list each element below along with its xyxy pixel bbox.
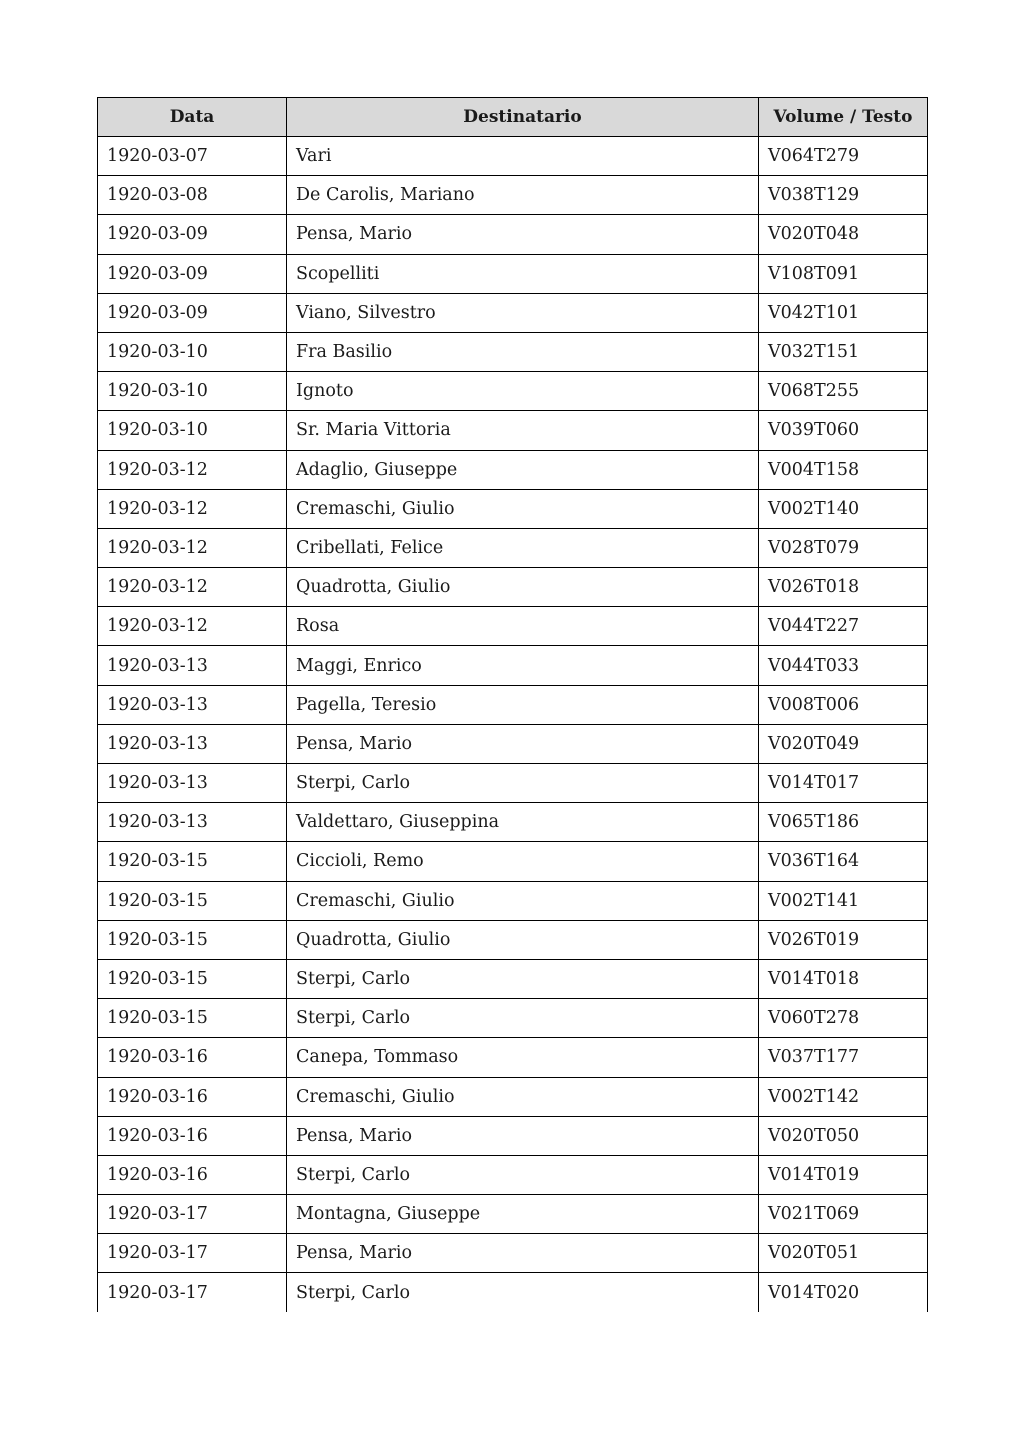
cell-recipient: Cremaschi, Giulio [287,1077,759,1116]
cell-date: 1920-03-16 [98,1116,287,1155]
table-row [98,372,928,411]
cell-recipient: Sterpi, Carlo [287,959,759,998]
cell-volume: V002T141 [759,881,928,920]
cell-date: 1920-03-15 [98,881,287,920]
cell-volume: V108T091 [759,254,928,293]
cell-date: 1920-03-15 [98,920,287,959]
cell-date: 1920-03-15 [98,842,287,881]
cell-recipient: Vari [287,137,759,176]
table-row [98,489,928,528]
cell-volume: V060T278 [759,999,928,1038]
cell-date: 1920-03-13 [98,646,287,685]
cell-date: 1920-03-17 [98,1195,287,1234]
cell-volume: V039T060 [759,411,928,450]
header-row [98,98,928,137]
cell-recipient: Pensa, Mario [287,1234,759,1273]
cell-recipient: Adaglio, Giuseppe [287,450,759,489]
cell-recipient: De Carolis, Mariano [287,176,759,215]
cell-recipient: Rosa [287,607,759,646]
cell-recipient: Sterpi, Carlo [287,999,759,1038]
table-row [98,607,928,646]
cell-recipient: Pagella, Teresio [287,685,759,724]
cell-date: 1920-03-12 [98,450,287,489]
table-row [98,1273,928,1312]
cell-date: 1920-03-12 [98,607,287,646]
table-row [98,568,928,607]
cell-volume: V064T279 [759,137,928,176]
cell-volume: V032T151 [759,332,928,371]
cell-date: 1920-03-12 [98,489,287,528]
cell-date: 1920-03-16 [98,1038,287,1077]
cell-volume: V014T020 [759,1273,928,1312]
table-row [98,215,928,254]
cell-volume: V014T019 [759,1155,928,1194]
table-row [98,450,928,489]
cell-date: 1920-03-09 [98,215,287,254]
cell-date: 1920-03-10 [98,411,287,450]
cell-date: 1920-03-10 [98,372,287,411]
cell-volume: V026T018 [759,568,928,607]
cell-recipient: Sterpi, Carlo [287,1155,759,1194]
table-row [98,685,928,724]
cell-recipient: Pensa, Mario [287,1116,759,1155]
cell-date: 1920-03-12 [98,528,287,567]
table-row [98,842,928,881]
table-row [98,646,928,685]
cell-date: 1920-03-13 [98,803,287,842]
cell-recipient: Sterpi, Carlo [287,1273,759,1312]
cell-volume: V002T142 [759,1077,928,1116]
table-row [98,332,928,371]
cell-recipient: Ignoto [287,372,759,411]
table-row [98,1234,928,1273]
cell-recipient: Quadrotta, Giulio [287,920,759,959]
table-row [98,1077,928,1116]
cell-volume: V028T079 [759,528,928,567]
cell-date: 1920-03-16 [98,1155,287,1194]
cell-volume: V020T050 [759,1116,928,1155]
cell-volume: V020T049 [759,724,928,763]
cell-volume: V026T019 [759,920,928,959]
cell-volume: V068T255 [759,372,928,411]
cell-date: 1920-03-15 [98,959,287,998]
cell-date: 1920-03-09 [98,254,287,293]
cell-recipient: Valdettaro, Giuseppina [287,803,759,842]
cell-date: 1920-03-16 [98,1077,287,1116]
table-row [98,724,928,763]
cell-recipient: Quadrotta, Giulio [287,568,759,607]
cell-recipient: Viano, Silvestro [287,293,759,332]
header-recipient: Destinatario [287,98,759,137]
cell-recipient: Canepa, Tommaso [287,1038,759,1077]
table-row [98,764,928,803]
cell-volume: V020T051 [759,1234,928,1273]
cell-recipient: Pensa, Mario [287,724,759,763]
table-row [98,999,928,1038]
cell-volume: V004T158 [759,450,928,489]
cell-date: 1920-03-17 [98,1234,287,1273]
cell-recipient: Cremaschi, Giulio [287,881,759,920]
header-volume: Volume / Testo [759,98,928,137]
table-row [98,411,928,450]
cell-volume: V008T006 [759,685,928,724]
cell-volume: V036T164 [759,842,928,881]
cell-recipient: Sr. Maria Vittoria [287,411,759,450]
table-body [98,137,928,1313]
correspondence-table [97,97,928,1312]
cell-recipient: Maggi, Enrico [287,646,759,685]
table-row [98,254,928,293]
table-header [98,98,928,137]
cell-recipient: Ciccioli, Remo [287,842,759,881]
cell-volume: V042T101 [759,293,928,332]
cell-recipient: Fra Basilio [287,332,759,371]
table-row [98,528,928,567]
cell-date: 1920-03-13 [98,764,287,803]
table-row [98,803,928,842]
cell-volume: V014T017 [759,764,928,803]
cell-volume: V044T033 [759,646,928,685]
table-row [98,1195,928,1234]
cell-date: 1920-03-10 [98,332,287,371]
cell-volume: V044T227 [759,607,928,646]
table-row [98,920,928,959]
cell-recipient: Sterpi, Carlo [287,764,759,803]
header-date: Data [98,98,287,137]
table-row [98,881,928,920]
cell-recipient: Cribellati, Felice [287,528,759,567]
table-row [98,176,928,215]
cell-volume: V065T186 [759,803,928,842]
cell-date: 1920-03-07 [98,137,287,176]
table-row [98,137,928,176]
cell-volume: V014T018 [759,959,928,998]
cell-volume: V038T129 [759,176,928,215]
cell-recipient: Pensa, Mario [287,215,759,254]
table-row [98,1155,928,1194]
table-row [98,293,928,332]
table-row [98,959,928,998]
cell-date: 1920-03-13 [98,685,287,724]
cell-volume: V021T069 [759,1195,928,1234]
cell-volume: V020T048 [759,215,928,254]
table-row [98,1038,928,1077]
table-row [98,1116,928,1155]
cell-volume: V002T140 [759,489,928,528]
cell-volume: V037T177 [759,1038,928,1077]
cell-recipient: Montagna, Giuseppe [287,1195,759,1234]
cell-recipient: Cremaschi, Giulio [287,489,759,528]
cell-date: 1920-03-13 [98,724,287,763]
cell-date: 1920-03-15 [98,999,287,1038]
cell-date: 1920-03-08 [98,176,287,215]
cell-date: 1920-03-17 [98,1273,287,1312]
cell-date: 1920-03-09 [98,293,287,332]
cell-recipient: Scopelliti [287,254,759,293]
cell-date: 1920-03-12 [98,568,287,607]
